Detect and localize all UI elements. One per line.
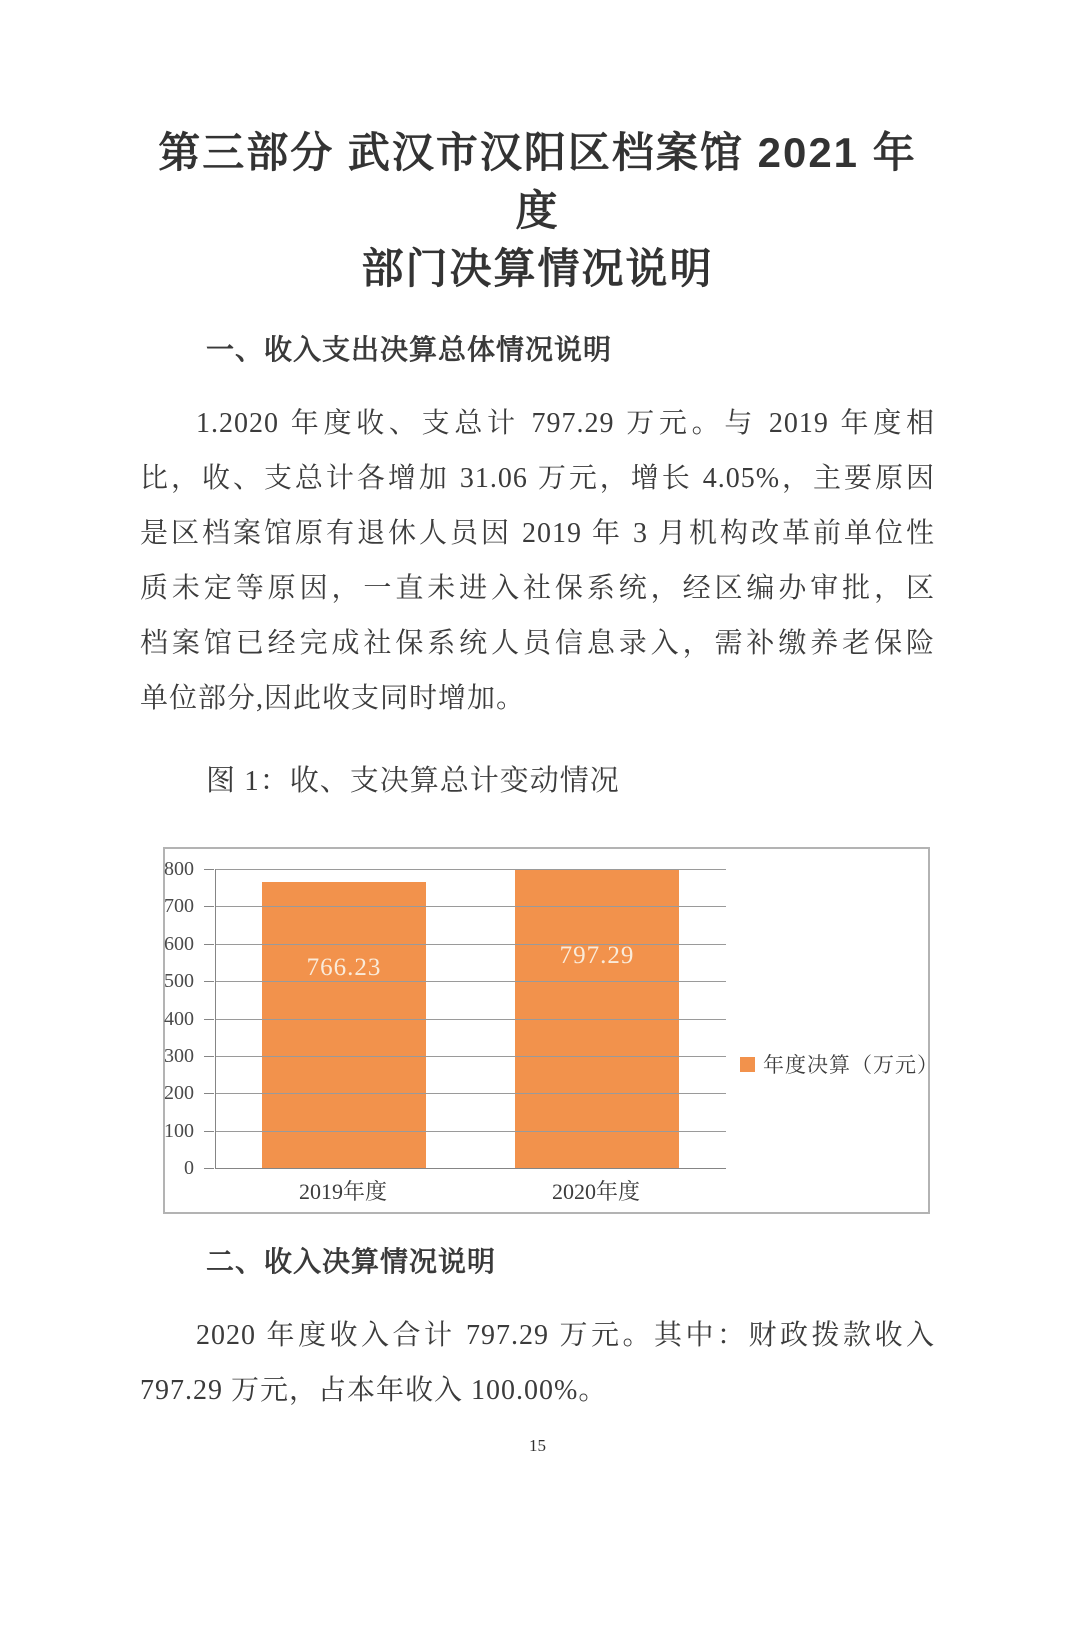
paragraph-line: 2020 年度收入合计 797.29 万元。其中：财政拨款收入	[196, 1320, 935, 1351]
section1-paragraph	[140, 396, 935, 726]
paragraph-line: 比，收、支总计各增加 31.06 万元，增长 4.05%，主要原因	[140, 463, 935, 494]
y-axis-tickmark	[204, 869, 214, 870]
document-title-line1: 第三部分 武汉市汉阳区档案馆 2021 年度	[158, 129, 917, 234]
bar-value-label: 766.23	[306, 953, 382, 981]
y-axis-tick-label: 100	[164, 1119, 194, 1142]
y-axis-tickmark	[204, 1131, 214, 1132]
gridline	[216, 1093, 726, 1094]
y-axis-tick-label: 600	[164, 932, 194, 955]
section1-heading: 一、收入支出决算总体情况说明	[206, 334, 613, 365]
y-axis-tickmark	[204, 906, 214, 907]
document-title-line2: 部门决算情况说明	[361, 245, 714, 292]
y-axis-tick-label: 200	[164, 1082, 194, 1105]
bar-chart	[163, 847, 939, 1214]
bar-value-label: 797.29	[559, 942, 635, 970]
y-axis-tick-label: 400	[164, 1007, 194, 1030]
gridline	[216, 1131, 726, 1132]
y-axis-tickmark	[204, 1019, 214, 1020]
y-axis-tickmark	[204, 1093, 214, 1094]
y-axis-tickmark	[204, 1056, 214, 1057]
gridline	[216, 906, 726, 907]
legend-label: 年度决算（万元）	[763, 1053, 939, 1077]
gridline	[216, 1056, 726, 1057]
chart-legend	[740, 1049, 939, 1079]
paragraph-line: 797.29 万元，占本年收入 100.00%。	[140, 1375, 608, 1406]
paragraph-line: 质未定等原因，一直未进入社保系统，经区编办审批，区	[140, 573, 935, 604]
paragraph-line: 档案馆已经完成社保系统人员信息录入，需补缴养老保险	[140, 628, 935, 659]
chart-plot-area	[215, 869, 726, 1169]
y-axis-tick-label: 800	[164, 858, 194, 880]
y-axis-tick-label: 700	[164, 895, 194, 918]
gridline	[216, 869, 726, 870]
legend-swatch-icon	[740, 1057, 755, 1072]
gridline	[216, 981, 726, 982]
paragraph-line: 1.2020 年度收、支总计 797.29 万元。与 2019 年度相	[196, 408, 935, 439]
y-axis-tickmark	[204, 981, 214, 982]
y-axis-tick-label: 0	[184, 1157, 194, 1179]
section2-heading: 二、收入决算情况说明	[206, 1246, 497, 1277]
gridline	[216, 1019, 726, 1020]
gridline	[216, 944, 726, 945]
paragraph-line: 单位部分,因此收支同时增加。	[140, 683, 526, 714]
paragraph-line: 是区档案馆原有退休人员因 2019 年 3 月机构改革前单位性	[140, 518, 935, 549]
document-title	[140, 124, 935, 298]
y-axis-tickmark	[204, 1168, 214, 1169]
y-axis-tick-label: 300	[164, 1044, 194, 1067]
document-page	[0, 124, 1075, 1644]
y-axis-tickmark	[204, 944, 214, 945]
bar-2019	[262, 882, 426, 1168]
y-axis-tick-label: 500	[164, 970, 194, 993]
x-axis-label-2020: 2020年度	[551, 1179, 640, 1204]
figure-caption: 图 1：收、支决算总计变动情况	[206, 765, 620, 797]
x-axis-label-2019: 2019年度	[298, 1179, 387, 1204]
section2-paragraph	[140, 1308, 935, 1418]
page-number: 15	[529, 1436, 546, 1455]
